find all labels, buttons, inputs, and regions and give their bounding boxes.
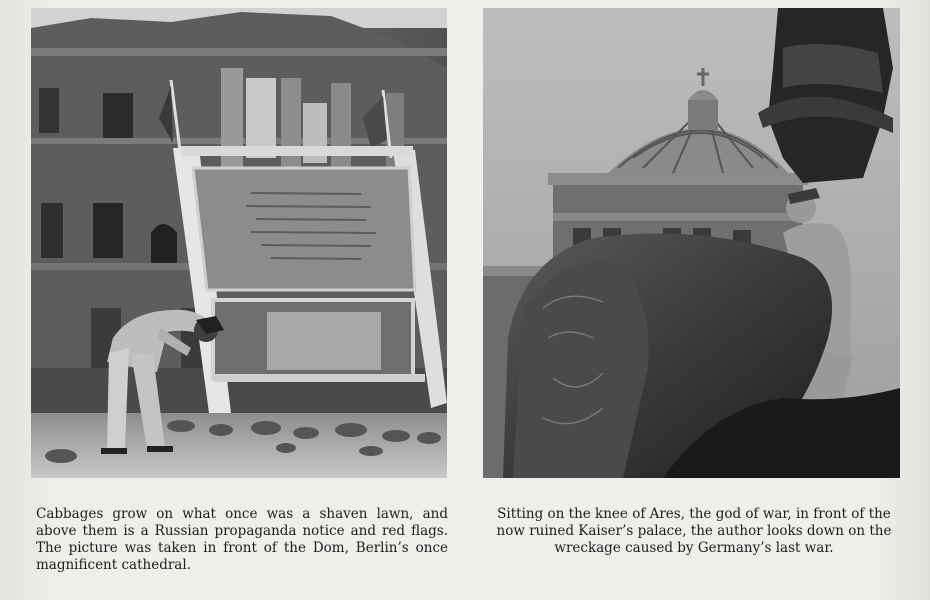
caption-right: Sitting on the knee of Ares, the god of war, in front of the now ruined Kaiser’s palace, the author looks down on the wreckage caused by Germany’s last war. xyxy=(496,505,892,556)
photo-ares-statue-with-author xyxy=(483,8,900,478)
photo-ruined-cathedral-with-notice-board xyxy=(31,8,447,478)
caption-left: Cabbages grow on what once was a shaven lawn, and above them is a Russian propaganda notice and red flags. The picture was taken in front of the Dom, Berlin’s once magnificent cathedral. xyxy=(36,505,448,573)
